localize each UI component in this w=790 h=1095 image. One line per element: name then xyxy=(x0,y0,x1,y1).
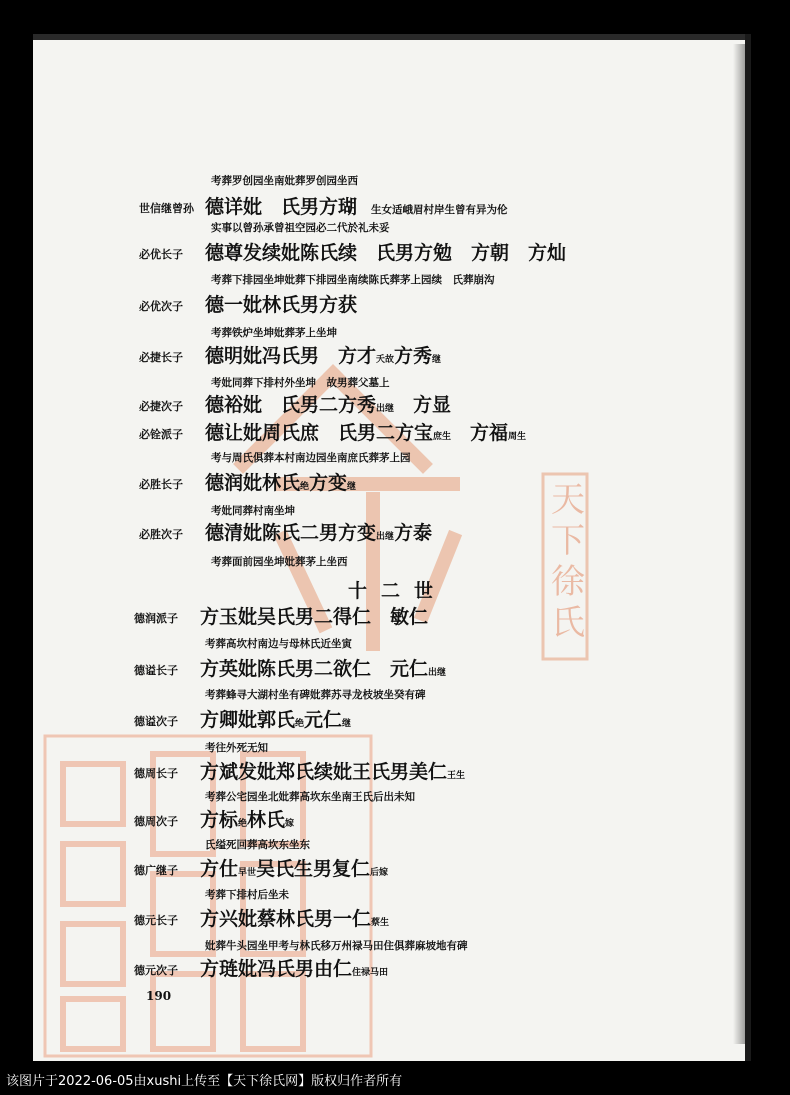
annotation: 绝 xyxy=(295,719,305,729)
annotation: 蔡生 xyxy=(371,918,390,928)
text-line xyxy=(200,660,446,679)
burial-note: 考葬公宅园坐北妣葬高坎东坐南王氏后出未知 xyxy=(205,791,415,803)
person-entry: 方卿妣郭氏 xyxy=(200,709,296,731)
text-line xyxy=(205,474,356,493)
page-right-border xyxy=(745,34,751,1061)
lineage-label: 德广继子 xyxy=(134,864,178,877)
person-entry: 德明妣冯氏男 方才 xyxy=(205,345,377,367)
annotation: 继 xyxy=(347,482,357,492)
burial-note: 生女适峨眉村岸生曾有异为伦 xyxy=(371,204,508,216)
lineage-label: 德周次子 xyxy=(134,815,178,828)
lineage-label: 必优长子 xyxy=(139,248,183,261)
text-line xyxy=(205,885,289,901)
scanned-page xyxy=(33,34,751,1061)
person-entry: 方玉妣吴氏男二得仁 敏仁 xyxy=(200,606,429,628)
burial-note: 考葬蜂寻大湖村坐有碑妣葬苏寻龙枝坡坐癸有碑 xyxy=(205,689,426,701)
lineage-label: 德润派子 xyxy=(134,612,178,625)
generation-heading: 十二世 xyxy=(348,580,448,602)
annotation: 庶生 xyxy=(433,432,452,442)
page-top-shadow xyxy=(33,34,751,40)
text-line xyxy=(200,711,351,730)
annotation: 王生 xyxy=(447,771,466,781)
text-line xyxy=(211,270,495,286)
person-entry: 德尊发续妣陈氏续 氏男方勉 方朝 方灿 xyxy=(205,242,567,264)
annotation: 继 xyxy=(342,719,352,729)
person-entry: 方标 xyxy=(200,809,239,831)
lineage-label: 必胜次子 xyxy=(139,528,183,541)
text-line xyxy=(205,244,566,263)
burial-note: 考葬面前园坐坤妣葬茅上坐西 xyxy=(211,556,348,568)
annotation: 周生 xyxy=(508,432,527,442)
person-entry-cont: 方泰 xyxy=(394,522,433,544)
person-entry: 方英妣陈氏男二欲仁 元仁 xyxy=(200,658,429,680)
annotation: 绝 xyxy=(300,482,310,492)
text-line xyxy=(211,171,358,187)
text-line xyxy=(205,835,310,851)
text-line xyxy=(200,811,294,830)
text-line xyxy=(205,738,268,754)
person-entry: 德详妣 氏男方瑚 xyxy=(205,196,358,218)
lineage-label: 德谥长子 xyxy=(134,664,178,677)
lineage-label: 必铨派子 xyxy=(139,428,183,441)
text-line xyxy=(205,424,526,443)
person-entry-cont: 方显 xyxy=(394,394,452,416)
burial-note: 妣葬牛头园坐甲考与林氏移万州禄马田住俱葬麻坡地有碑 xyxy=(205,940,468,952)
burial-note: 考往外死无知 xyxy=(205,742,268,754)
person-entry-cont: 元仁 xyxy=(304,709,343,731)
person-entry: 德一妣林氏男方获 xyxy=(205,294,358,316)
annotation: 出继 xyxy=(376,404,395,414)
lineage-label: 必捷长子 xyxy=(139,351,183,364)
text-line xyxy=(211,448,411,464)
person-entry-cont: 方福 xyxy=(451,422,509,444)
lineage-label: 必胜长子 xyxy=(139,478,183,491)
text-line xyxy=(200,960,388,979)
text-line xyxy=(205,198,508,217)
burial-note: 考葬下排园坐坤妣葬下排园坐南续陈氏葬茅上园续 氏葬崩沟 xyxy=(211,274,495,286)
burial-note: 氏缢死回葬高坎东坐东 xyxy=(205,839,310,851)
annotation: 夭故 xyxy=(376,355,395,365)
text-line xyxy=(205,787,415,803)
lineage-label: 世信继曾孙 xyxy=(139,202,194,215)
lineage-label: 德元长子 xyxy=(134,914,178,927)
text-line xyxy=(205,634,352,650)
text-line xyxy=(200,608,428,627)
person-entry: 德清妣陈氏二男方变 xyxy=(205,522,377,544)
person-entry: 德裕妣 氏男二方秀 xyxy=(205,394,377,416)
lineage-label: 必捷次子 xyxy=(139,400,183,413)
text-line xyxy=(200,860,388,879)
page-edge-shadow xyxy=(733,44,745,1044)
person-entry: 方琏妣冯氏男由仁 xyxy=(200,958,353,980)
burial-note: 实事以曾孙承曾祖空园必二代於礼未妥 xyxy=(211,222,390,234)
person-entry: 方兴妣蔡林氏男一仁 xyxy=(200,908,372,930)
text-line xyxy=(205,396,451,415)
text-line xyxy=(348,582,447,601)
lineage-label: 德元次子 xyxy=(134,964,178,977)
person-entry: 德润妣林氏 xyxy=(205,472,301,494)
person-entry-cont: 方秀 xyxy=(394,345,433,367)
person-entry: 方仕 xyxy=(200,858,239,880)
person-entry-cont: 吴氏生男复仁 xyxy=(256,858,371,880)
text-line xyxy=(205,347,441,366)
lineage-label: 德周长子 xyxy=(134,767,178,780)
text-line xyxy=(205,685,426,701)
person-entry-cont: 林氏 xyxy=(247,809,286,831)
text-line xyxy=(211,373,390,389)
burial-note: 考葬高坎村南边与母林氏近坐寅 xyxy=(205,638,352,650)
page-number: 190 xyxy=(146,989,172,1003)
annotation: 住禄马田 xyxy=(352,968,389,978)
burial-note: 考妣同葬下排村外坐坤 故男葬父墓上 xyxy=(211,377,390,389)
person-entry: 德让妣周氏庶 氏男二方宝 xyxy=(205,422,434,444)
text-line xyxy=(205,936,468,952)
annotation: 绝 xyxy=(238,819,248,829)
annotation: 继 xyxy=(432,355,442,365)
annotation: 早世 xyxy=(238,868,257,878)
lineage-label: 德谥次子 xyxy=(134,715,178,728)
burial-note: 考与周氏俱葬本村南边园坐南庶氏葬茅上园 xyxy=(211,452,411,464)
text-line xyxy=(211,218,390,234)
annotation: 后嫁 xyxy=(370,868,389,878)
burial-note: 考妣同葬村南坐坤 xyxy=(211,505,295,517)
text-line xyxy=(211,552,348,568)
text-line xyxy=(200,910,389,929)
annotation: 出继 xyxy=(376,532,395,542)
annotation: 出继 xyxy=(428,668,447,678)
text-line xyxy=(211,501,295,517)
person-entry: 方斌发妣郑氏续妣王氏男美仁 xyxy=(200,761,448,783)
site-watermark-text: 天下徐氏 xyxy=(551,480,585,643)
burial-note: 考葬铁炉坐坤妣葬茅上坐坤 xyxy=(211,327,337,339)
text-line xyxy=(205,296,357,315)
annotation: 嫁 xyxy=(285,819,295,829)
text-line xyxy=(211,323,337,339)
lineage-label: 必优次子 xyxy=(139,300,183,313)
burial-note: 考葬罗创园坐南妣葬罗创园坐西 xyxy=(211,175,358,187)
text-line xyxy=(205,524,432,543)
burial-note: 考葬下排村后坐未 xyxy=(205,889,289,901)
person-entry-cont: 方变 xyxy=(309,472,348,494)
upload-footer: 该图片于2022-06-05由xushi上传至【天下徐氏网】版权归作者所有 xyxy=(6,1074,403,1089)
text-line xyxy=(200,763,465,782)
